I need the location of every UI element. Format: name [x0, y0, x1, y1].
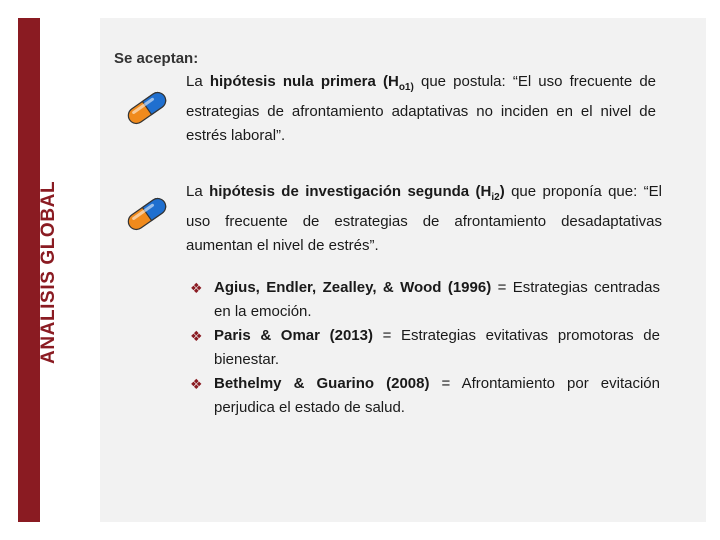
- list-item: [190, 276, 660, 324]
- p1-post: que postula: “El uso frecuente de estrategias de afrontamiento adaptativas no inciden en el nivel de estrés laboral”.: [186, 73, 657, 144]
- p2-bold-close: ): [499, 183, 505, 200]
- sidebar-title: ANÁLISIS GLOBAL: [38, 180, 59, 364]
- capsule-icon: [124, 194, 170, 234]
- p2-pre: La: [186, 183, 210, 200]
- diamond-bullet-icon: ❖: [190, 376, 203, 392]
- reference-authors: Agius, Endler, Zealley, & Wood (1996): [214, 279, 492, 296]
- p1-sub: o1): [398, 82, 414, 93]
- list-item: [190, 372, 660, 420]
- p2-sub: i2: [491, 192, 500, 203]
- capsule-icon: [124, 88, 170, 128]
- reference-authors: Bethelmy & Guarino (2008): [214, 375, 430, 392]
- p2-post: que proponía que: “El uso frecuente de estrategias de afrontamiento desadaptativas aumentan el nivel de estrés”.: [186, 183, 662, 254]
- p2-bold: hipótesis de investigación segunda (H: [209, 183, 492, 200]
- reference-text: = Estrategias evitativas promotoras de bienestar.: [214, 327, 660, 368]
- diamond-bullet-icon: ❖: [190, 280, 203, 296]
- diamond-bullet-icon: ❖: [190, 328, 203, 344]
- reference-text: = Estrategias centradas en la emoción.: [214, 279, 660, 320]
- list-item: [190, 324, 660, 372]
- section-heading: Se aceptan:: [114, 50, 199, 67]
- p1-bold: hipótesis nula primera (H: [209, 73, 399, 90]
- reference-authors: Paris & Omar (2013): [214, 327, 373, 344]
- reference-list: [190, 276, 660, 420]
- hypothesis-two-paragraph: [186, 180, 662, 258]
- p1-pre: La: [186, 73, 210, 90]
- hypothesis-one-paragraph: [186, 70, 656, 148]
- reference-text: = Afrontamiento por evitación perjudica el estado de salud.: [214, 375, 660, 416]
